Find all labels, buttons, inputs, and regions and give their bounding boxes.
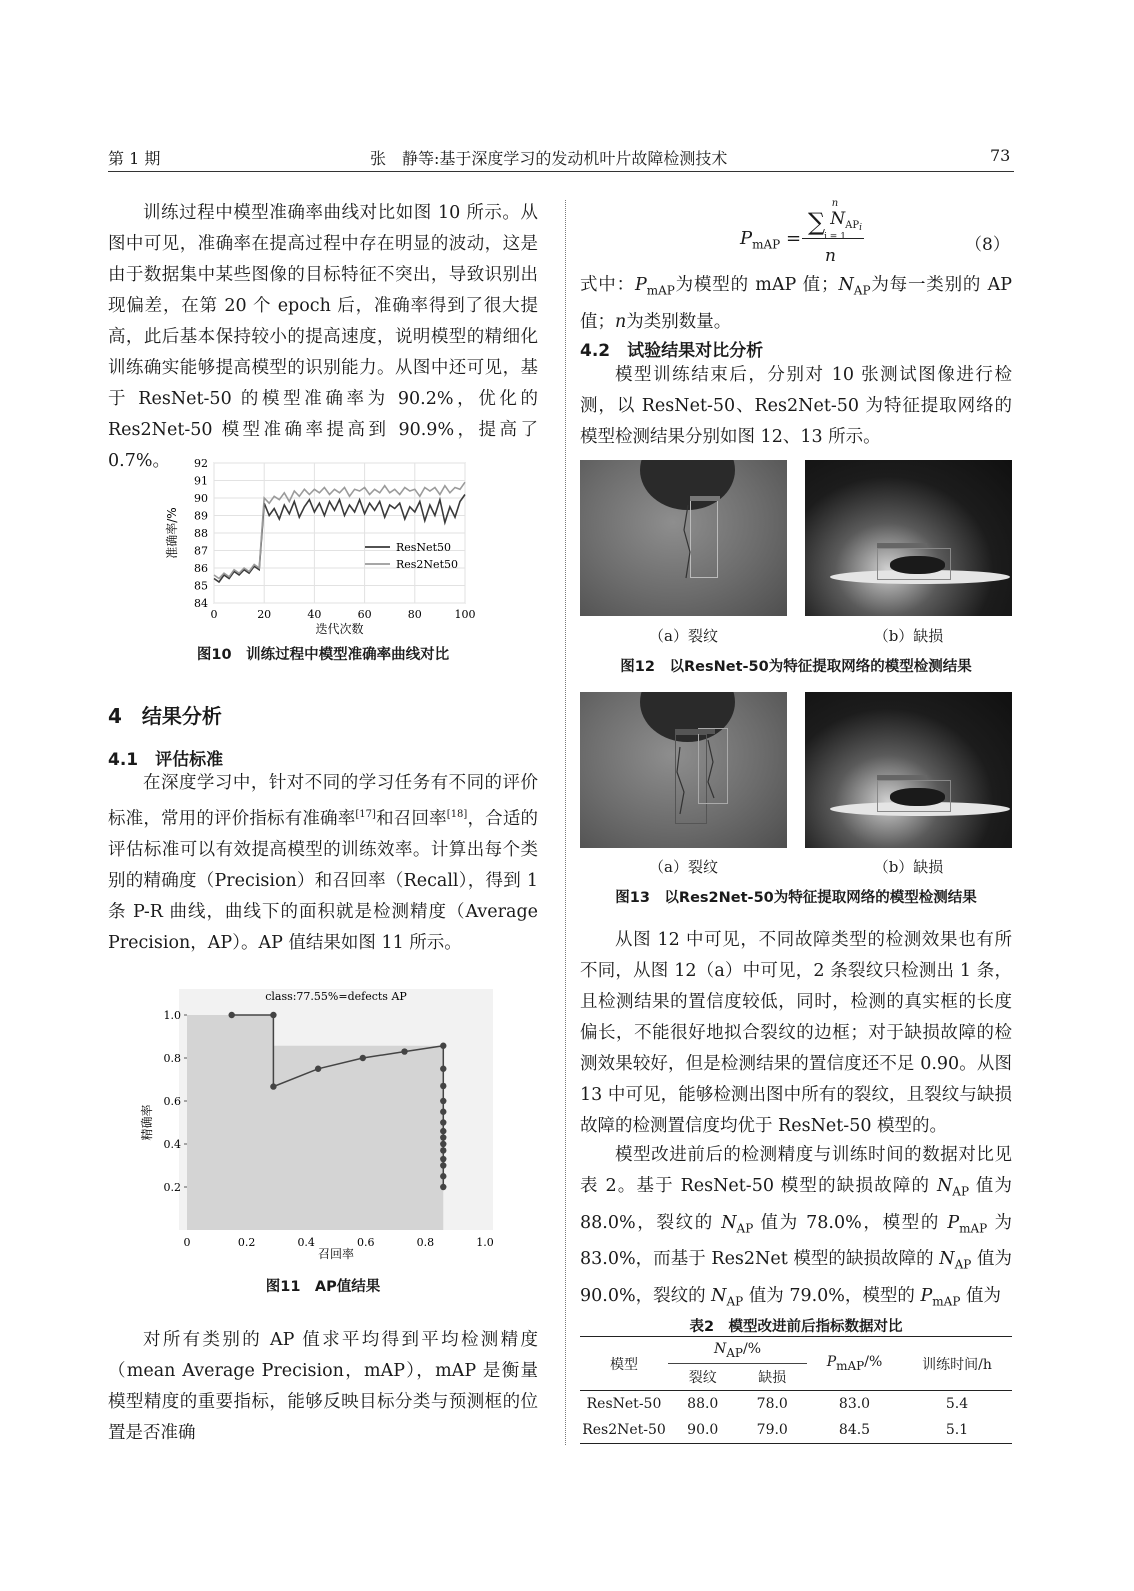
symbol-sub: AP xyxy=(952,1184,970,1199)
table-row xyxy=(580,1417,1012,1444)
pr-point xyxy=(270,1083,276,1089)
legend-label: ResNet50 xyxy=(396,541,451,554)
x-tick-label: 0.4 xyxy=(297,1236,315,1249)
eq-lhs-sub: mAP xyxy=(752,237,781,252)
y-axis-label: 精确率 xyxy=(140,1104,154,1141)
text: 为模型的 mAP 值； xyxy=(674,275,839,295)
y-tick-label: 0.8 xyxy=(163,1052,181,1065)
page-number: 73 xyxy=(990,146,1011,165)
paragraph-map xyxy=(108,1325,538,1449)
fig12b-defect-image xyxy=(805,460,1012,616)
table-2 xyxy=(580,1336,1012,1444)
y-tick-label: 1.0 xyxy=(163,1009,181,1022)
pr-point xyxy=(401,1048,407,1054)
text: 为 83.0%，而基于 Res2Net 模型的缺损故障的 xyxy=(580,1212,1013,1269)
equation-description xyxy=(580,270,1012,338)
fig12b-label: （b）缺损 xyxy=(873,627,944,645)
running-title: 张 静等:基于深度学习的发动机叶片故障检测技术 xyxy=(370,149,728,168)
y-axis-label: 准确率/% xyxy=(165,507,179,559)
x-tick-label: 0.8 xyxy=(416,1236,435,1249)
issue-number: 第 1 期 xyxy=(108,149,161,168)
paragraph-accuracy xyxy=(108,198,538,477)
y-tick-label: 0.4 xyxy=(163,1138,181,1151)
pr-point xyxy=(440,1141,446,1147)
symbol-sub: AP xyxy=(726,1294,744,1308)
eq-fraction-bar xyxy=(802,238,864,239)
col-header-time: 训练时间/h xyxy=(922,1356,992,1373)
equation-8: $P_{mAP}$ = n ∑ NAPi i = 1 n （8） xyxy=(740,198,1010,266)
figure-13-caption: 图13 以Res2Net-50为特征提取网络的模型检测结果 xyxy=(615,890,977,906)
pr-point xyxy=(440,1147,446,1153)
cell-defect: 79.0 xyxy=(756,1422,788,1438)
symbol-sub: AP xyxy=(954,1257,972,1272)
text: 值为 90.0%，裂纹的 xyxy=(580,1249,1012,1306)
box-label xyxy=(877,775,927,780)
column-divider xyxy=(565,200,566,1445)
cell-crack: 90.0 xyxy=(687,1422,719,1438)
cell-defect: 78.0 xyxy=(756,1396,788,1412)
y-tick-label: 85 xyxy=(194,579,208,593)
figure-12-caption: 图12 以ResNet-50为特征提取网络的模型检测结果 xyxy=(620,659,972,675)
figure-11-caption: 图11 AP值结果 xyxy=(265,1279,381,1295)
paragraph-text: ，合适的评估标准可以有效提高模型的训练效率。计算出每个类别的精确度（Precision）和召回率（Recall），得到 1 条 P-R 曲线，曲线下的面积就是检测精度（Average Precision，AP）。AP 值结果如图 11 所示。 xyxy=(108,808,539,953)
accuracy-chart xyxy=(150,455,480,640)
figure-10-caption: 图10 训练过程中模型准确率曲线对比 xyxy=(196,647,450,663)
col-header-nap xyxy=(668,1337,807,1364)
ap-area xyxy=(187,1015,443,1230)
section-heading-4: 4 结果分析 xyxy=(108,704,222,728)
pr-point xyxy=(315,1066,321,1072)
paragraph-table-intro xyxy=(580,1140,1012,1317)
pr-point xyxy=(440,1098,446,1104)
symbol: P xyxy=(826,1354,837,1371)
symbol: N xyxy=(713,1340,727,1357)
reference-18: [18] xyxy=(446,809,468,820)
reference-17: [17] xyxy=(355,809,376,820)
cell-time: 5.4 xyxy=(945,1396,969,1412)
header-rule xyxy=(108,171,1014,172)
symbol: N xyxy=(939,1249,955,1269)
symbol: N xyxy=(721,1212,737,1233)
symbol: N xyxy=(711,1285,727,1306)
eq-number: （8） xyxy=(965,235,1010,255)
cell-model: ResNet-50 xyxy=(586,1396,662,1412)
col-header-crack: 裂纹 xyxy=(688,1370,717,1386)
pr-point xyxy=(440,1066,446,1072)
symbol-sub: mAP xyxy=(959,1221,988,1235)
defect-region xyxy=(890,556,945,574)
x-tick-label: 20 xyxy=(257,608,272,621)
paragraph-text: 和召回率 xyxy=(375,808,447,829)
pr-point xyxy=(440,1043,446,1049)
cell-time: 5.1 xyxy=(945,1422,969,1438)
symbol-sub: AP xyxy=(736,1221,754,1235)
symbol-sub: mAP xyxy=(836,1358,865,1373)
section-heading-4-2: 4.2 试验结果对比分析 xyxy=(580,341,764,361)
col-header-model: 模型 xyxy=(610,1356,638,1373)
x-tick-label: 40 xyxy=(307,608,322,621)
figure-10 xyxy=(150,455,480,640)
pr-point xyxy=(440,1109,446,1115)
table-row xyxy=(580,1391,1012,1418)
x-tick-label: 0.2 xyxy=(237,1236,256,1249)
pr-point xyxy=(440,1128,446,1134)
x-tick-label: 0.6 xyxy=(357,1236,375,1249)
cell-pmap: 84.5 xyxy=(838,1422,871,1438)
paragraph-fig12-analysis xyxy=(580,925,1012,1142)
y-tick-label: 86 xyxy=(194,562,208,575)
y-tick-label: 91 xyxy=(194,474,208,488)
cell-model: Res2Net-50 xyxy=(582,1422,666,1438)
symbol: n xyxy=(615,311,627,332)
crack-lines xyxy=(580,692,787,848)
crack-lines xyxy=(580,460,787,616)
paragraph-text: 模型训练结束后，分别对 10 张测试图像进行检测，以 ResNet-50、Res2Net-50 为特征提取网络的模型检测结果分别如图 12、13 所示。 xyxy=(580,365,1012,447)
y-tick-label: 90 xyxy=(194,492,208,505)
x-axis-label: 召回率 xyxy=(317,1247,355,1260)
y-tick-label: 89 xyxy=(194,509,208,523)
pr-point xyxy=(440,1184,446,1190)
y-tick-label: 84 xyxy=(194,597,208,610)
eq-sum-bottom: i = 1 xyxy=(824,232,846,242)
legend-label: Res2Net50 xyxy=(396,558,458,571)
y-tick-label: 92 xyxy=(194,457,208,470)
fig13a-crack-image xyxy=(580,692,787,848)
x-tick-label: 80 xyxy=(407,608,422,621)
eq-lhs: P xyxy=(740,228,753,249)
box-label xyxy=(877,543,927,548)
eq-numerator: N xyxy=(830,209,846,229)
fig12a-label: （a）裂纹 xyxy=(649,627,718,645)
y-tick-label: 0.6 xyxy=(163,1095,181,1108)
text: 值为 79.0%，模型的 xyxy=(743,1285,921,1306)
paragraph-text: 对所有类别的 AP 值求平均得到平均检测精度（mean Average Precision，mAP），mAP 是衡量模型精度的重要指标，能够反映目标分类与预测框的位置是否准确 xyxy=(108,1330,538,1443)
pr-point xyxy=(270,1012,276,1018)
symbol: P xyxy=(634,275,647,295)
text: 值为 xyxy=(960,1285,1001,1306)
text: 模型改进前后的检测精度与训练时间的数据对比见表 2。基于 ResNet-50 模型的缺损故障的 xyxy=(580,1145,1012,1196)
symbol: P xyxy=(947,1212,960,1233)
pr-point xyxy=(440,1134,446,1140)
defect-region xyxy=(890,788,945,806)
x-tick-label: 0 xyxy=(210,608,218,621)
unit: /% xyxy=(742,1340,762,1357)
y-tick-label: 88 xyxy=(194,527,208,540)
cell-crack: 88.0 xyxy=(687,1396,719,1412)
y-tick-label: 87 xyxy=(194,544,208,558)
fig13b-defect-image xyxy=(805,692,1012,848)
table-2-caption: 表2 模型改进前后指标数据对比 xyxy=(689,1319,903,1335)
pr-point xyxy=(229,1012,235,1018)
x-tick-label: 1.0 xyxy=(476,1236,494,1249)
symbol-sub: mAP xyxy=(932,1294,961,1308)
fig12a-crack-image xyxy=(580,460,787,616)
pr-point xyxy=(440,1119,446,1125)
pr-point xyxy=(360,1055,366,1061)
eq-denominator: n xyxy=(825,246,836,266)
symbol-sub: AP xyxy=(853,283,871,298)
section-heading-4-1: 4.1 评估标准 xyxy=(108,750,224,770)
symbol: P xyxy=(920,1285,933,1306)
symbol-sub: mAP xyxy=(646,283,675,298)
text: 值为 78.0%，模型的 xyxy=(753,1212,948,1233)
x-axis-label: 迭代次数 xyxy=(315,622,364,636)
eq-sum-top: n xyxy=(831,198,839,209)
x-tick-label: 0 xyxy=(183,1236,191,1249)
figure-11 xyxy=(135,985,505,1260)
fig13a-label: （a）裂纹 xyxy=(649,858,718,876)
paragraph-text: 在深度学习中，针对不同的学习任务有不同的评价标准，常用的评价指标有准确率 xyxy=(108,773,538,829)
x-tick-label: 60 xyxy=(357,608,372,621)
unit: /% xyxy=(864,1354,883,1371)
pr-point xyxy=(440,1173,446,1179)
col-header-defect: 缺损 xyxy=(758,1370,787,1386)
symbol-sub: AP xyxy=(726,1345,743,1360)
ap-chart xyxy=(135,985,505,1260)
pr-point xyxy=(440,1083,446,1089)
text: 值为 88.0%，裂纹的 xyxy=(580,1176,1012,1233)
text: 为类别数量。 xyxy=(626,311,732,332)
pr-point xyxy=(440,1162,446,1168)
symbol: N xyxy=(936,1176,953,1196)
chart-title: class:77.55%=defects AP xyxy=(265,990,407,1003)
eq-numerator-sub: AP xyxy=(845,220,860,231)
text: 为每一类别的 AP 值； xyxy=(580,275,1012,332)
paragraph-test-images xyxy=(580,360,1012,453)
eq-numerator-sub2: i xyxy=(859,223,862,233)
paragraph-evaluation xyxy=(108,768,538,959)
fig13b-label: （b）缺损 xyxy=(873,858,944,876)
data-table xyxy=(580,1336,1012,1444)
pr-point xyxy=(440,1156,446,1162)
paragraph-text: 从图 12 中可见，不同故障类型的检测效果也有所不同，从图 12（a）中可见，2 条裂纹只检测出 1 条，且检测结果的置信度较低，同时，检测的真实框的长度偏长，不能很好地拟合裂纹的边框；对于缺损故障的检测效果较好，但是检测结果的置信度还不足 0.90。从图 13 中可见，能够检测出图中所有的裂纹，且裂纹与缺损故障的检测置信度均优于 ResNet-50 模型的。 xyxy=(580,930,1012,1136)
cell-pmap: 83.0 xyxy=(838,1396,871,1412)
col-header-pmap xyxy=(807,1337,902,1391)
x-tick-label: 100 xyxy=(454,608,476,621)
text: 式中： xyxy=(580,275,635,295)
symbol: N xyxy=(838,275,854,295)
y-tick-label: 0.2 xyxy=(163,1181,181,1194)
paragraph-text: 训练过程中模型准确率曲线对比如图 10 所示。从图中可见，准确率在提高过程中存在明显的波动，这是由于数据集中某些图像的目标特征不突出，导致识别出现偏差，在第 20 个 epoch 后，准确率得到了很大提高，此后基本保持较小的提高速度，说明模型的精细化训练确实能够提高模型的识别能力。从图中还可见，基于 ResNet-50 的模型准确率为 90.2%，优化的 Res2Net-50 模型准确率提高到 90.9%，提高了 0.7%。 xyxy=(108,203,538,471)
